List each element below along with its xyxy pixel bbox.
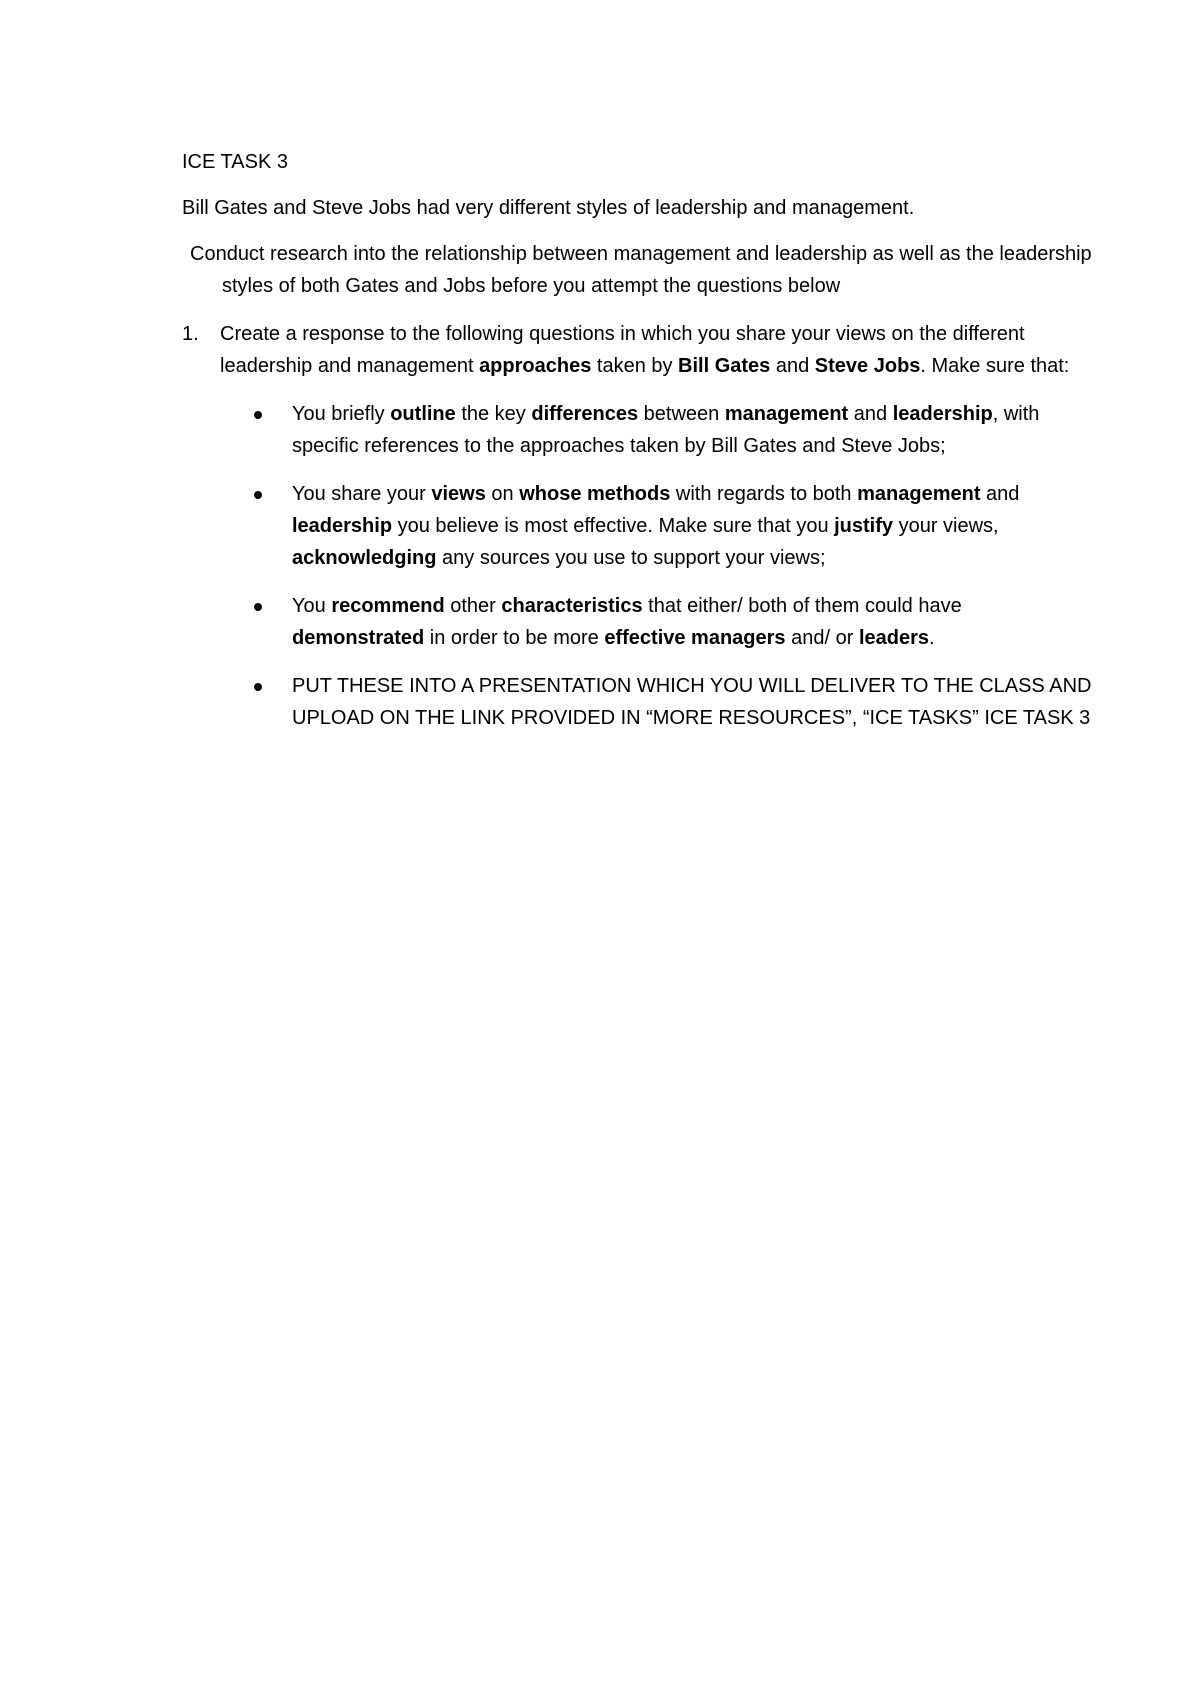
text-run: other: [444, 595, 502, 617]
question-text: [220, 318, 1092, 382]
bold-text: leadership: [892, 403, 993, 425]
text-run: and: [848, 403, 893, 425]
bold-text: differences: [531, 403, 639, 425]
intro-paragraph: Bill Gates and Steve Jobs had very different styles of leadership and management.: [182, 197, 915, 219]
bold-text: recommend: [331, 595, 445, 617]
text-run: any sources you use to support your views;: [436, 547, 826, 569]
bold-text: management: [857, 483, 981, 505]
bold-text: views: [431, 483, 486, 505]
text-run: your views,: [893, 515, 999, 537]
text-run: the key: [455, 403, 532, 425]
text-run: PUT THESE INTO A PRESENTATION WHICH YOU WILL DELIVER TO THE CLASS AND UPLOAD ON THE LINK PROVIDED IN “MORE RESOURCES”, “ICE TASKS” ICE TASK 3: [292, 675, 1092, 729]
bold-text: effective managers: [604, 627, 786, 649]
text-run: .: [929, 627, 935, 649]
bullet-dot-icon: [254, 411, 262, 419]
document-body: [182, 146, 1092, 750]
text-run: taken by: [591, 355, 679, 377]
text-run: and: [980, 483, 1020, 505]
bold-text: leadership: [292, 515, 393, 537]
text-run: in order to be more: [424, 627, 605, 649]
bold-text: management: [724, 403, 849, 425]
bullet-dot-icon: [254, 683, 262, 691]
bullet-item: [182, 590, 1092, 654]
text-run: between: [638, 403, 725, 425]
bullet-list: [182, 398, 1092, 734]
bold-text: acknowledging: [292, 547, 437, 569]
bold-text: leaders: [858, 627, 929, 649]
bold-text: outline: [390, 403, 456, 425]
text-run: and/ or: [785, 627, 859, 649]
text-run: you believe is most effective. Make sure that you: [392, 515, 835, 537]
text-run: Create a response to the following questions in which you share your views on the different leadership and management: [220, 323, 1025, 377]
question-number: 1.: [182, 323, 199, 345]
bullet-item: [182, 478, 1092, 574]
document-title: ICE TASK 3: [182, 151, 288, 173]
text-run: that either/ both of them could have: [642, 595, 962, 617]
bold-text: approaches: [479, 355, 592, 377]
bullet-item: [182, 670, 1092, 734]
text-run: and: [770, 355, 815, 377]
research-instruction: Conduct research into the relationship between management and leadership as well as the leadership styles of both Gates and Jobs before you attempt the questions below: [190, 243, 1092, 297]
bullet-dot-icon: [254, 603, 262, 611]
text-run: on: [485, 483, 520, 505]
text-run: . Make sure that:: [920, 355, 1070, 377]
bold-text: characteristics: [501, 595, 643, 617]
text-run: with regards to both: [670, 483, 858, 505]
text-run: , with specific references to the approaches taken by Bill Gates and Steve Jobs;: [292, 403, 1040, 457]
bold-text: Steve Jobs: [814, 355, 921, 377]
text-run: You briefly: [292, 403, 391, 425]
bullet-dot-icon: [254, 491, 262, 499]
bold-text: demonstrated: [292, 627, 425, 649]
bullet-item: [182, 398, 1092, 462]
bold-text: whose methods: [519, 483, 671, 505]
bold-text: Bill Gates: [678, 355, 771, 377]
text-run: You share your: [292, 483, 432, 505]
text-run: You: [292, 595, 332, 617]
bold-text: justify: [834, 515, 894, 537]
question-1: [182, 318, 1092, 382]
